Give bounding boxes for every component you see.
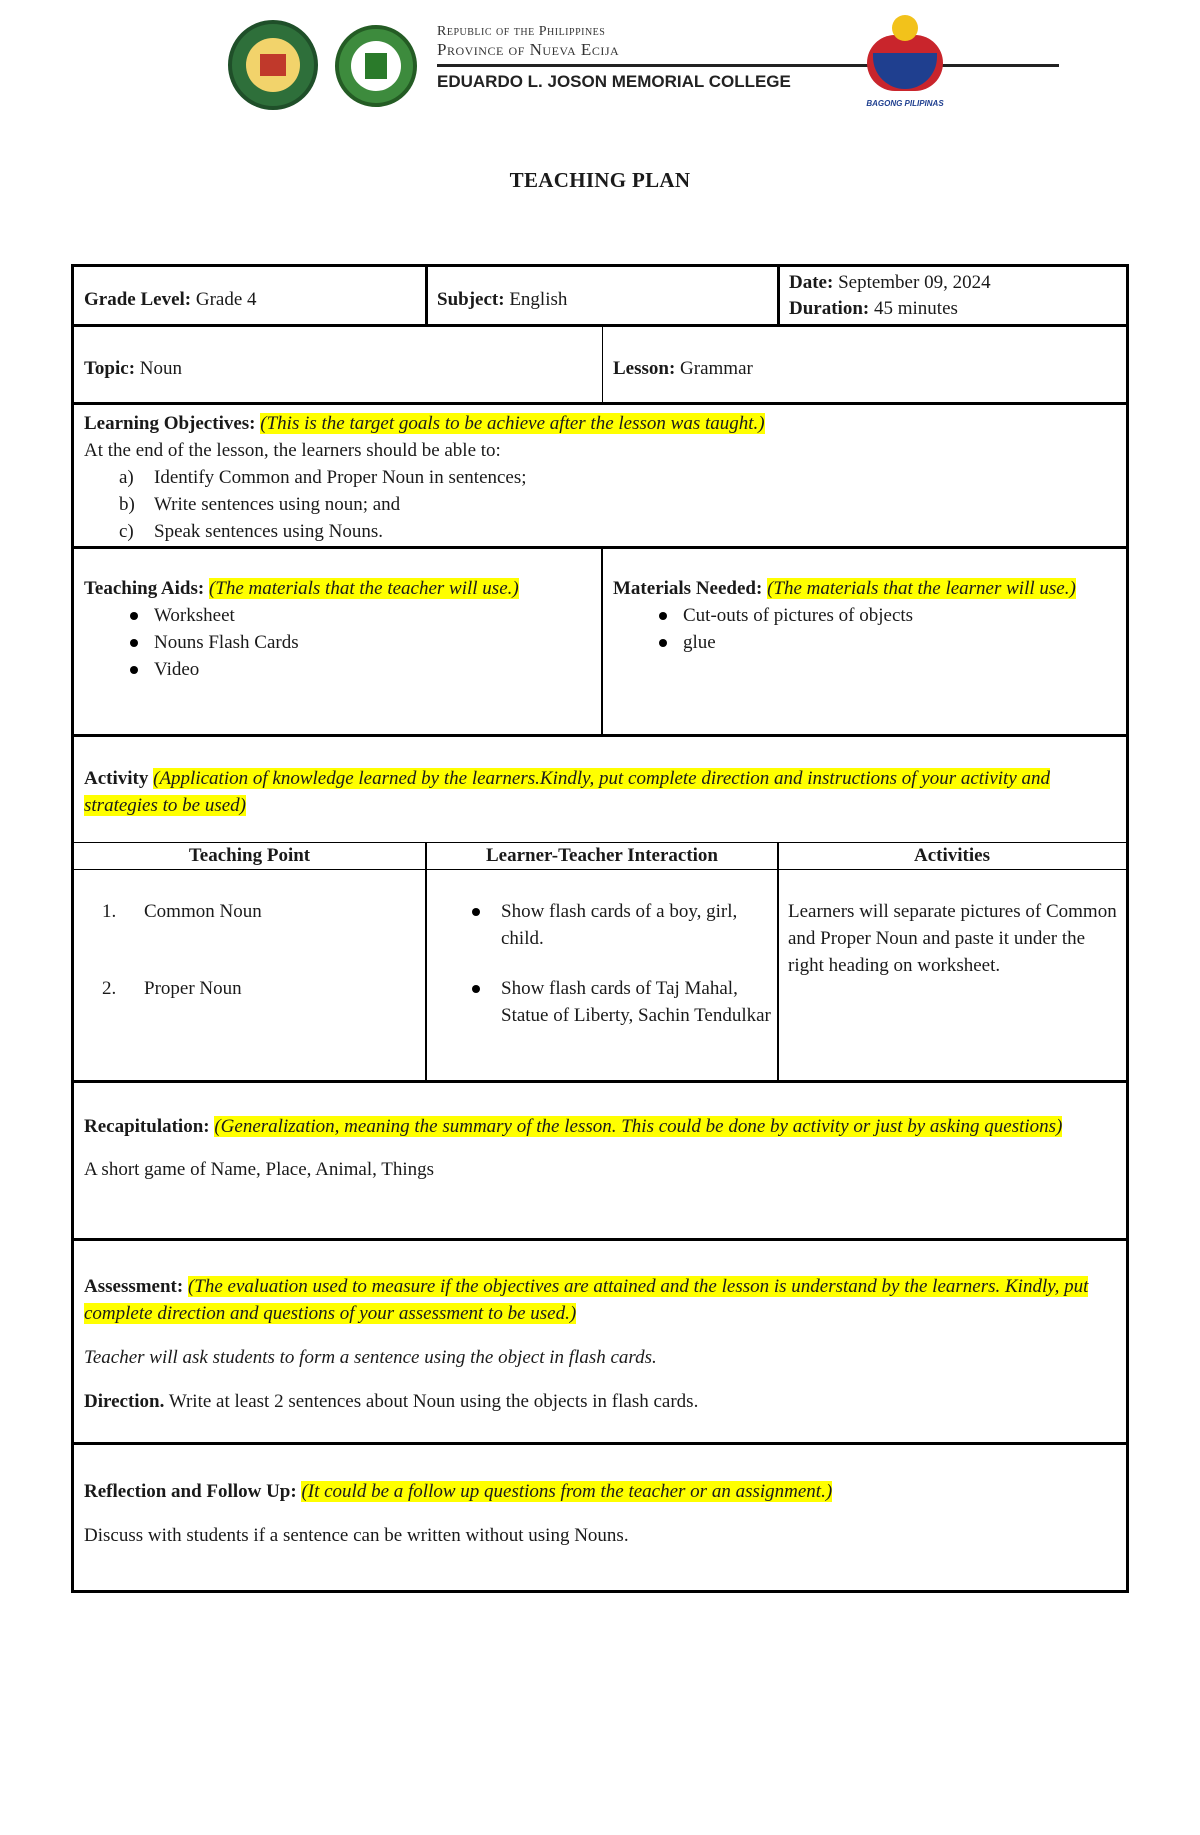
header-rule	[437, 64, 1059, 67]
header-republic: Republic of the Philippines	[437, 24, 606, 39]
objective-item: a) Identify Common and Proper Noun in sentences;	[119, 467, 527, 488]
divider	[74, 1080, 1126, 1083]
divider	[74, 734, 1126, 737]
date-cell: Date: September 09, 2024 Duration: 45 minutes	[789, 272, 991, 319]
divider	[777, 842, 779, 1081]
list-item: Nouns Flash Cards	[84, 629, 589, 656]
header-college: EDUARDO L. JOSON MEMORIAL COLLEGE	[437, 72, 791, 91]
objective-item: b) Write sentences using noun; and	[119, 494, 401, 515]
divider	[601, 548, 603, 734]
assessment-instruction: Teacher will ask students to form a sentence using the object in flash cards.	[84, 1347, 657, 1368]
divider	[777, 267, 780, 326]
header-activities: Activities	[914, 845, 990, 866]
recapitulation-section: Recapitulation: (Generalization, meaning the summary of the lesson. This could be done by activity or just by asking questions) A short game of Name, Place, Animal, Things	[84, 1113, 1114, 1183]
grade-level-cell: Grade Level: Grade 4	[84, 289, 257, 310]
header-province: Province of Nueva Ecija	[437, 40, 620, 59]
divider	[602, 326, 603, 402]
divider	[74, 402, 1126, 405]
letterhead	[215, 0, 990, 118]
list-item: glue	[613, 629, 1118, 656]
reflection-section: Reflection and Follow Up: (It could be a follow up questions from the teacher or an assignment.) Discuss with students if a sentence can be written without using Nouns.	[84, 1478, 1114, 1549]
recapitulation-text: A short game of Name, Place, Animal, Things	[84, 1159, 435, 1180]
list-item: Worksheet	[84, 602, 589, 629]
activity-section: Activity (Application of knowledge learned by the learners.Kindly, put complete direction and instructions of your activity and strategies to be used)	[84, 768, 1051, 816]
teaching-point-item: 1. Common Noun	[102, 901, 262, 922]
reflection-text: Discuss with students if a sentence can be written without using Nouns.	[84, 1525, 629, 1546]
activities-text: Learners will separate pictures of Common and Proper Noun and paste it under the right heading on worksheet.	[788, 901, 1117, 976]
province-seal-icon	[228, 20, 318, 110]
materials-needed-section: Materials Needed: (The materials that the learner will use.) Cut-outs of pictures of objects glue	[613, 575, 1118, 656]
divider	[74, 546, 1126, 549]
teaching-point-list	[74, 898, 424, 1002]
teaching-aids-section: Teaching Aids: (The materials that the teacher will use.) Worksheet Nouns Flash Cards Video	[84, 575, 589, 683]
divider	[74, 869, 1126, 870]
logo-text: BAGONG PILIPINAS	[866, 99, 944, 108]
interaction-item: Show flash cards of Taj Mahal, Statue of Liberty, Sachin Tendulkar	[427, 975, 772, 1029]
lesson-cell: Lesson: Grammar	[613, 358, 753, 379]
list-item: Cut-outs of pictures of objects	[613, 602, 1118, 629]
topic-cell: Topic: Noun	[84, 358, 183, 379]
divider	[74, 1238, 1126, 1241]
activity-table-header	[74, 843, 1126, 869]
header-interaction: Learner-Teacher Interaction	[486, 845, 718, 866]
objective-item: c) Speak sentences using Nouns.	[119, 521, 384, 542]
list-item: Video	[84, 656, 589, 683]
assessment-section: Assessment: (The evaluation used to measure if the objectives are attained and the lesson is understand by the learners. Kindly, put complete direction and questions of your assessment to be used.) Teacher will ask students to form a sentence using the object in flash cards. Direction. Write at least 2 sentences about Noun using the objects in flash cards.	[84, 1273, 1114, 1415]
learning-objectives-section: Learning Objectives: (This is the target goals to be achieve after the lesson was taught.) At the end of the lesson, the learners should be able to: a) Identify Common and Proper Noun in sentences; b) Write sentences using noun; and c) Speak sentences using Nouns.	[84, 410, 1114, 545]
page-title: TEACHING PLAN	[509, 168, 691, 192]
interaction-list	[427, 898, 772, 1029]
college-seal-icon	[335, 25, 417, 107]
divider	[425, 267, 428, 326]
divider	[74, 324, 1126, 327]
divider	[74, 1442, 1126, 1445]
bagong-pilipinas-logo-icon	[855, 5, 955, 117]
header-teaching-point: Teaching Point	[188, 845, 311, 866]
teaching-point-item: 2. Proper Noun	[102, 978, 242, 999]
subject-cell: Subject: English	[437, 289, 568, 310]
teaching-plan-table	[71, 264, 1129, 1593]
interaction-item: Show flash cards of a boy, girl, child.	[427, 898, 772, 952]
